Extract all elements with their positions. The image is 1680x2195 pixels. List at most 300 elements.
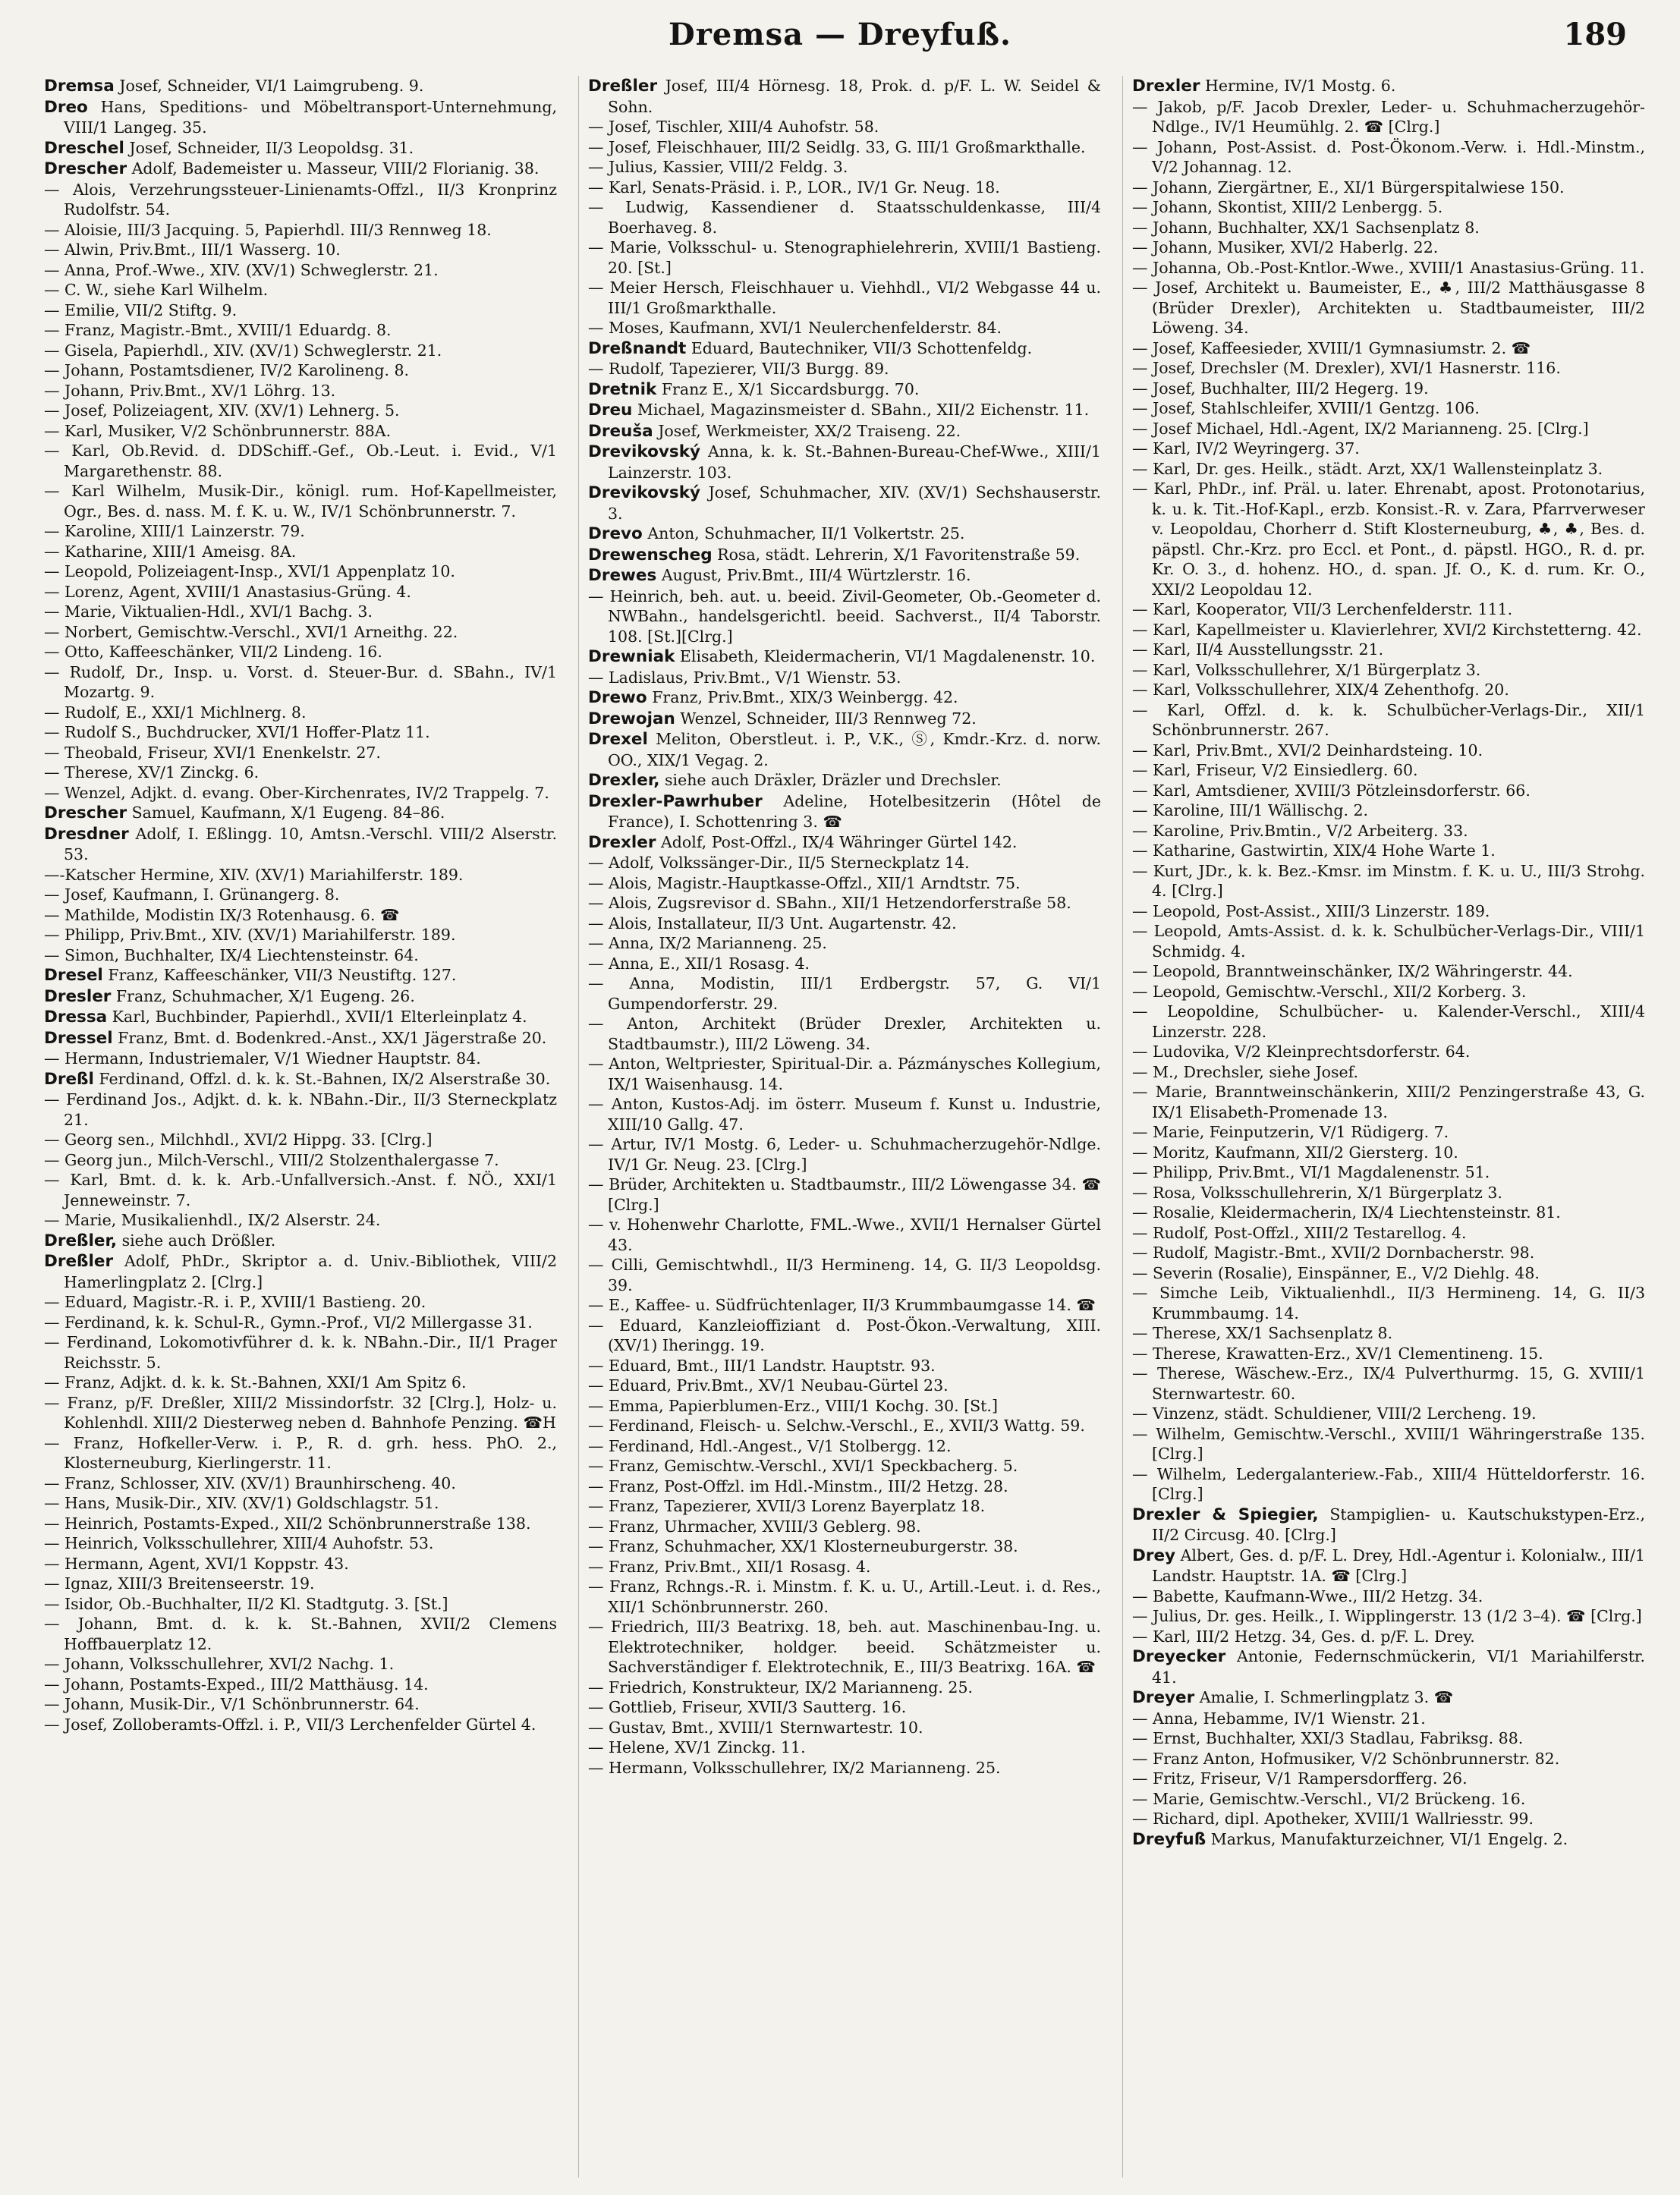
entry-text: — Marie, Viktualien-Hdl., XVI/1 Bachg. 3. xyxy=(44,602,373,621)
directory-entry xyxy=(44,885,557,905)
entry-text: — Babette, Kaufmann-Wwe., III/2 Hetzg. 34. xyxy=(1132,1587,1483,1605)
entry-text: Franz, Priv.Bmt., XIX/3 Weinbergg. 42. xyxy=(652,688,958,706)
entry-text: — Rudolf, Tapezierer, VII/3 Burgg. 89. xyxy=(588,360,889,378)
directory-entry xyxy=(1132,982,1645,1002)
entry-text: — Johann, Postamtsdiener, IV/2 Karolineng. 8. xyxy=(44,361,410,379)
entry-text: — Hermann, Agent, XVI/1 Koppstr. 43. xyxy=(44,1554,349,1573)
entry-text: — C. W., siehe Karl Wilhelm. xyxy=(44,281,269,299)
directory-entry xyxy=(44,138,557,159)
directory-entry xyxy=(1132,781,1645,801)
directory-entry xyxy=(44,180,557,220)
entry-text: — Karl, III/2 Hetzg. 34, Ges. d. p/F. L. Drey. xyxy=(1132,1627,1475,1646)
entry-text: — Josef, Fleischhauer, III/2 Seidlg. 33, G. III/1 Großmarkthalle. xyxy=(588,137,1086,156)
directory-entry xyxy=(44,582,557,602)
entry-text: — Moritz, Kaufmann, XII/2 Giersterg. 10. xyxy=(1132,1143,1458,1162)
entry-text: — Artur, IV/1 Mostg. 6, Leder- u. Schuhmacherzugehör-Ndlge. IV/1 Gr. Neug. 23. [Clrg.] xyxy=(588,1135,1101,1174)
page-title: Dremsa — Dreyfuß. xyxy=(669,17,1011,52)
entry-text: — Ferdinand, Hdl.-Angest., V/1 Stolbergg. 12. xyxy=(588,1436,952,1455)
directory-entry xyxy=(1132,398,1645,419)
directory-entry xyxy=(1132,379,1645,399)
directory-entry xyxy=(44,965,557,986)
directory-entry xyxy=(588,117,1101,137)
directory-entry xyxy=(44,280,557,300)
entry-text: — Brüder, Architekten u. Stadtbaumstr., III/2 Löwengasse 34. ☎ [Clrg.] xyxy=(588,1175,1101,1214)
entry-text: — Aloisie, III/3 Jacquing. 5, Papierhdl. III/3 Rennweg 18. xyxy=(44,220,492,239)
directory-entry xyxy=(1132,1728,1645,1749)
directory-entry xyxy=(1132,821,1645,841)
directory-entry xyxy=(44,481,557,521)
directory-entry xyxy=(44,1210,557,1231)
directory-entry xyxy=(588,379,1101,401)
entry-text: — Eduard, Priv.Bmt., XV/1 Neubau-Gürtel 23. xyxy=(588,1376,949,1395)
directory-entry xyxy=(588,791,1101,832)
entry-text: — Karl, PhDr., inf. Präl. u. later. Ehrenabt, apost. Protonotarius, k. u. k. Tit.-Hof-Kapl., erzb. Konsist.-R. v. Zara, Pfarrverweser v. Leopoldau, Chorherr d. Stift Klosterneuburg, ♣, ♣, Bes. d. päpstl. Chr.-Krz. pro Eccl. et Pont., d. päpstl. HGO., R. d. pr. Kr. O. 3., d. hohenz. HO., d. span. Jf. O., K. d. rum. Kr. O., XXI/2 Leopoldau 12. xyxy=(1132,480,1645,599)
directory-entry xyxy=(588,1758,1101,1778)
entry-text: — Anna, E., XII/1 Rosasg. 4. xyxy=(588,954,810,973)
directory-entry xyxy=(588,973,1101,1014)
entry-text: — Jakob, p/F. Jacob Drexler, Leder- u. Schuhmacherzugehör-Ndlge., IV/1 Heumühlg. 2. ☎ [Clrg.] xyxy=(1132,97,1645,136)
directory-entry xyxy=(588,1014,1101,1054)
entry-text: — Marie, Musikalienhdl., IX/2 Alserstr. 24. xyxy=(44,1211,381,1229)
directory-entry xyxy=(1132,680,1645,700)
entry-surname: Dreschel xyxy=(44,138,124,158)
entry-text: — Anna, IX/2 Marianneng. 25. xyxy=(588,934,827,952)
directory-entry xyxy=(588,1295,1101,1316)
directory-entry xyxy=(1132,1606,1645,1627)
entry-surname: Dreo xyxy=(44,97,88,117)
entry-text: — Leopoldine, Schulbücher- u. Kalender-Verschl., XIII/4 Linzerstr. 228. xyxy=(1132,1002,1645,1041)
directory-entry xyxy=(44,1715,557,1735)
directory-entry xyxy=(588,832,1101,854)
directory-entry xyxy=(1132,1809,1645,1829)
entry-text: — Isidor, Ob.-Buchhalter, II/2 Kl. Stadtgutg. 3. [St.] xyxy=(44,1594,448,1613)
directory-entry xyxy=(1132,620,1645,640)
directory-entry xyxy=(1132,1505,1645,1546)
entry-text: — Karl Wilhelm, Musik-Dir., königl. rum. Hof-Kapellmeister, Ogr., Bes. d. nass. M. f. K. u. W., IV/1 Schönbrunnerstr. 7. xyxy=(44,482,557,520)
entry-text: siehe auch Dräxler, Dräzler und Drechsler. xyxy=(665,771,1002,789)
page-number: 189 xyxy=(1563,17,1627,52)
entry-text: Adolf, I. Eßlingg. 10, Amtsn.-Verschl. VIII/2 Alserstr. 53. xyxy=(64,824,557,863)
directory-entry xyxy=(1132,1263,1645,1284)
directory-entry xyxy=(588,237,1101,278)
directory-entry xyxy=(588,178,1101,198)
entry-text: — Philipp, Priv.Bmt., XIV. (XV/1) Mariahilferstr. 189. xyxy=(44,926,456,944)
directory-entry xyxy=(1132,961,1645,982)
entry-text: Hans, Speditions- und Möbeltransport-Unternehmung, VIII/1 Langeg. 35. xyxy=(64,97,557,137)
entry-text: — Johann, Buchhalter, XX/1 Sachsenplatz 8. xyxy=(1132,218,1480,237)
entry-text: — Emilie, VII/2 Stiftg. 9. xyxy=(44,300,238,319)
entry-text: siehe auch Drößler. xyxy=(121,1231,276,1250)
entry-text: — Eduard, Kanzleioffiziant d. Post-Ökon.-Verwaltung, XIII. (XV/1) Iheringg. 19. xyxy=(588,1316,1101,1354)
directory-entry xyxy=(1132,1002,1645,1042)
column-2 xyxy=(578,76,1101,2178)
directory-entry xyxy=(44,865,557,885)
entry-text: — Wilhelm, Gemischtw.-Verschl., XVIII/1 Währingerstraße 135. [Clrg.] xyxy=(1132,1424,1645,1463)
directory-entry xyxy=(588,338,1101,360)
directory-entry xyxy=(588,421,1101,442)
directory-entry xyxy=(588,954,1101,974)
directory-entry xyxy=(588,197,1101,237)
directory-entry xyxy=(1132,358,1645,379)
directory-entry xyxy=(44,1614,557,1654)
entry-text: — Franz, Schuhmacher, XX/1 Klosterneuburgerstr. 38. xyxy=(588,1537,1018,1555)
directory-entry xyxy=(44,542,557,562)
entry-text: Franz, Kaffeeschänker, VII/3 Neustiftg. 127. xyxy=(108,966,457,984)
entry-text: — Helene, XV/1 Zinckg. 11. xyxy=(588,1738,806,1756)
entry-text: — Josef, Stahlschleifer, XVIII/1 Gentzg. 106. xyxy=(1132,399,1480,417)
entry-surname: Dreyfuß xyxy=(1132,1829,1207,1849)
entry-text: — Franz Anton, Hofmusiker, V/2 Schönbrunnerstr. 82. xyxy=(1132,1749,1560,1768)
directory-entry xyxy=(44,159,557,180)
directory-entry xyxy=(588,1557,1101,1577)
running-head xyxy=(0,17,1680,62)
directory-entry xyxy=(44,1231,557,1252)
directory-entry xyxy=(588,1737,1101,1758)
entry-text: Elisabeth, Kleidermacherin, VI/1 Magdalenenstr. 10. xyxy=(679,647,1096,665)
entry-text: — Simche Leib, Viktualienhdl., II/3 Hermineng. 14, G. II/3 Krummbaumg. 14. xyxy=(1132,1284,1645,1322)
entry-text: — Johann, Skontist, XIII/2 Lenbergg. 5. xyxy=(1132,198,1443,216)
entry-text: — Vinzenz, städt. Schuldiener, VIII/2 Lercheng. 19. xyxy=(1132,1404,1537,1423)
entry-text: — Franz, Gemischtw.-Verschl., XVI/1 Speckbacherg. 5. xyxy=(588,1457,1018,1475)
directory-entry xyxy=(44,401,557,421)
directory-entry xyxy=(588,1577,1101,1617)
directory-entry xyxy=(588,400,1101,421)
entry-text: — Therese, XX/1 Sachsenplatz 8. xyxy=(1132,1324,1393,1342)
entry-text: — Karl, Bmt. d. k. k. Arb.-Unfallversich.-Anst. f. NÖ., XXI/1 Jenneweinstr. 7. xyxy=(44,1171,557,1209)
entry-text: — Karoline, XIII/1 Lainzerstr. 79. xyxy=(44,522,305,540)
directory-entry xyxy=(44,360,557,381)
entry-text: — Philipp, Priv.Bmt., VI/1 Magdalenenstr. 51. xyxy=(1132,1163,1490,1181)
entry-text: — Leopold, Post-Assist., XIII/3 Linzerstr. 189. xyxy=(1132,901,1490,920)
directory-entry xyxy=(44,722,557,743)
entry-text: Josef, Schneider, II/3 Leopoldsg. 31. xyxy=(129,138,414,157)
entry-text: — Franz, Post-Offzl. im Hdl.-Minstm., III/2 Hetzg. 28. xyxy=(588,1476,1008,1495)
directory-entry xyxy=(1132,1203,1645,1223)
directory-entry xyxy=(588,524,1101,545)
directory-entry xyxy=(588,770,1101,791)
directory-entry xyxy=(1132,1749,1645,1769)
entry-text: — Ferdinand, Lokomotivführer d. k. k. NBahn.-Dir., II/1 Prager Reichsstr. 5. xyxy=(44,1333,557,1372)
entry-text: — Mathilde, Modistin IX/3 Rotenhausg. 6. ☎ xyxy=(44,905,400,924)
directory-entry xyxy=(1132,1283,1645,1323)
entry-text: — Alois, Verzehrungssteuer-Linienamts-Offzl., II/3 Kronprinz Rudolfstr. 54. xyxy=(44,180,557,219)
entry-surname: Dreßl xyxy=(44,1069,94,1089)
directory-entry xyxy=(44,1069,557,1090)
directory-entry xyxy=(1132,97,1645,137)
entry-text: — Karl, Kooperator, VII/3 Lerchenfelderstr. 111. xyxy=(1132,600,1513,618)
entry-text: — Therese, Wäschew.-Erz., IX/4 Pulverthurmg. 15, G. XVIII/1 Sternwartestr. 60. xyxy=(1132,1364,1645,1403)
directory-entry xyxy=(1132,1464,1645,1505)
directory-entry xyxy=(44,521,557,542)
directory-entry xyxy=(44,905,557,926)
entry-text: — E., Kaffee- u. Südfrüchtenlager, II/3 Krummbaumgasse 14. ☎ xyxy=(588,1296,1096,1314)
entry-text: — Karoline, Priv.Bmtin., V/2 Arbeiterg. 33. xyxy=(1132,821,1468,840)
entry-text: — Anna, Hebamme, IV/1 Wienstr. 21. xyxy=(1132,1709,1426,1728)
directory-entry xyxy=(44,1533,557,1554)
directory-entry xyxy=(1132,1082,1645,1122)
entry-text: Adolf, PhDr., Skriptor a. d. Univ.-Bibliothek, VIII/2 Hamerlingplatz 2. [Clrg.] xyxy=(64,1252,557,1291)
entry-text: — Wilhelm, Ledergalanteriew.-Fab., XIII/4 Hütteldorferstr. 16. [Clrg.] xyxy=(1132,1464,1645,1503)
entry-text: August, Priv.Bmt., III/4 Würtzlerstr. 16. xyxy=(661,566,971,584)
entry-text: Antonie, Federnschmückerin, VI/1 Mariahilferstr. 41. xyxy=(1152,1647,1645,1687)
entry-text: — Karl, Dr. ges. Heilk., städt. Arzt, XX/1 Wallensteinplatz 3. xyxy=(1132,459,1603,478)
entry-text: — Kurt, JDr., k. k. Bez.-Kmsr. im Minstm. f. K. u. U., III/3 Strohg. 4. [Clrg.] xyxy=(1132,861,1645,900)
entry-text: — Franz, p/F. Dreßler, XIII/2 Missindorfstr. 32 [Clrg.], Holz- u. Kohlenhdl. XIII/2 Diesterweg neben d. Bahnhofe Penzing. ☎H xyxy=(44,1393,557,1432)
entry-surname: Dreu xyxy=(588,401,633,420)
entry-text: — Karl, II/4 Ausstellungsstr. 21. xyxy=(1132,640,1384,659)
directory-entry xyxy=(44,986,557,1008)
entry-text: — Leopold, Gemischtw.-Verschl., XII/2 Korberg. 3. xyxy=(1132,982,1527,1001)
directory-entry xyxy=(44,300,557,321)
directory-entry xyxy=(44,1493,557,1514)
entry-text: — Katharine, XIII/1 Ameisg. 8A. xyxy=(44,542,297,561)
entry-text: — Rudolf, Dr., Insp. u. Vorst. d. Steuer-Bur. d. SBahn., IV/1 Mozartg. 9. xyxy=(44,662,557,701)
directory-entry xyxy=(588,1215,1101,1255)
entry-text: Adolf, Bademeister u. Masseur, VIII/2 Florianig. 38. xyxy=(131,159,540,178)
directory-entry xyxy=(588,565,1101,586)
entry-text: — Alois, Zugsrevisor d. SBahn., XII/1 Hetzendorferstraße 58. xyxy=(588,894,1071,912)
directory-entry xyxy=(588,1396,1101,1417)
column-1 xyxy=(44,76,557,2178)
entry-text: — Alois, Installateur, II/3 Unt. Augartenstr. 42. xyxy=(588,914,957,932)
entry-text: — Johann, Priv.Bmt., XV/1 Löhrg. 13. xyxy=(44,381,336,400)
entry-surname: Dreuša xyxy=(588,421,653,441)
directory-entry xyxy=(1132,1424,1645,1464)
directory-entry xyxy=(588,76,1101,117)
directory-entry xyxy=(44,1170,557,1210)
directory-entry xyxy=(1132,1162,1645,1183)
entry-text: — Ferdinand, k. k. Schul-R., Gymn.-Prof., VI/2 Millergasse 31. xyxy=(44,1313,533,1332)
directory-entry xyxy=(588,687,1101,709)
entry-text: — Gottlieb, Friseur, XVII/3 Sautterg. 16. xyxy=(588,1698,907,1716)
entry-text: Albert, Ges. d. p/F. L. Drey, Hdl.-Agentur i. Kolonialw., III/1 Landstr. Hauptstr. 1A. ☎ [Clrg.] xyxy=(1152,1546,1645,1585)
entry-text: — Therese, Krawatten-Erz., XV/1 Clementineng. 15. xyxy=(1132,1344,1543,1363)
directory-entry xyxy=(44,320,557,341)
directory-entry xyxy=(44,1292,557,1313)
entry-text: Franz, Bmt. d. Bodenkred.-Anst., XX/1 Jägerstraße 20. xyxy=(118,1028,547,1047)
entry-surname: Drexel xyxy=(588,730,648,749)
entry-text: — Franz, Magistr.-Bmt., XVIII/1 Eduardg. 8. xyxy=(44,321,392,339)
directory-entry xyxy=(588,1476,1101,1497)
directory-entry xyxy=(44,441,557,481)
entry-surname: Drewojan xyxy=(588,709,675,728)
entry-text: — Josef, Kaffeesieder, XVIII/1 Gymnasiumstr. 2. ☎ xyxy=(1132,338,1531,357)
entry-surname: Drevo xyxy=(588,524,643,543)
entry-text: Hermine, IV/1 Mostg. 6. xyxy=(1205,77,1396,95)
entry-text: — Johanna, Ob.-Post-Kntlor.-Wwe., XVIII/1 Anastasius-Grüng. 11. xyxy=(1132,258,1645,277)
entry-text: Josef, Schuhmacher, XIV. (XV/1) Sechshauserstr. 3. xyxy=(608,483,1101,523)
entry-text: — Julius, Dr. ges. Heilk., I. Wipplingerstr. 13 (1/2 3–4). ☎ [Clrg.] xyxy=(1132,1607,1642,1625)
entry-text: — Johann, Postamts-Exped., III/2 Matthäusg. 14. xyxy=(44,1675,429,1693)
entry-text: — Fritz, Friseur, V/1 Rampersdorfferg. 26. xyxy=(1132,1769,1468,1788)
directory-entry xyxy=(588,853,1101,873)
entry-text: — Anna, Prof.-Wwe., XIV. (XV/1) Schweglerstr. 21. xyxy=(44,260,439,279)
entry-text: Franz E., X/1 Siccardsburgg. 70. xyxy=(661,379,920,398)
directory-entry xyxy=(44,1594,557,1615)
directory-entry xyxy=(44,1090,557,1130)
entry-text: — Karl, Volksschullehrer, X/1 Bürgerplatz 3. xyxy=(1132,660,1481,679)
directory-entry xyxy=(1132,1062,1645,1083)
directory-entry xyxy=(588,483,1101,524)
entry-text: — Karl, Kapellmeister u. Klavierlehrer, XVI/2 Kirchstetterng. 42. xyxy=(1132,620,1642,639)
entry-surname: Drey xyxy=(1132,1546,1176,1565)
entry-text: — Therese, XV/1 Zinckg. 6. xyxy=(44,763,260,781)
directory-entry xyxy=(588,1536,1101,1557)
entry-surname: Drexler-Pawrhuber xyxy=(588,791,763,811)
directory-entry xyxy=(44,925,557,945)
directory-entry xyxy=(1132,338,1645,359)
directory-entry xyxy=(44,1049,557,1069)
directory-entry xyxy=(44,662,557,703)
directory-entry xyxy=(588,1718,1101,1738)
entry-text: — Josef, Architekt u. Baumeister, E., ♣, III/2 Matthäusgasse 8 (Brüder Drexler), Architekten u. Stadtbaumeister, III/2 Löweng. 34. xyxy=(1132,278,1645,337)
directory-entry xyxy=(1132,1769,1645,1789)
entry-text: — Hans, Musik-Dir., XIV. (XV/1) Goldschlagstr. 51. xyxy=(44,1494,439,1512)
directory-entry xyxy=(44,783,557,803)
directory-entry xyxy=(44,824,557,865)
directory-entry xyxy=(1132,841,1645,861)
directory-entry xyxy=(588,1496,1101,1517)
entry-text: — Karl, Volksschullehrer, XIX/4 Zehenthofg. 20. xyxy=(1132,681,1509,699)
directory-entry xyxy=(588,1517,1101,1537)
entry-text: — Johann, Post-Assist. d. Post-Ökonom.-Verw. i. Hdl.-Minstm., V/2 Johannag. 12. xyxy=(1132,137,1645,176)
directory-entry xyxy=(588,709,1101,730)
directory-entry xyxy=(588,359,1101,379)
entry-surname: Drevikovský xyxy=(588,442,701,461)
directory-entry xyxy=(1132,439,1645,459)
entry-text: — Rudolf S., Buchdrucker, XVI/1 Hoffer-Platz 11. xyxy=(44,723,430,741)
entry-surname: Dresler xyxy=(44,986,112,1006)
directory-entry xyxy=(588,893,1101,914)
directory-entry xyxy=(44,1373,557,1393)
directory-entry xyxy=(588,1416,1101,1436)
entry-text: Josef, Schneider, VI/1 Laimgrubeng. 9. xyxy=(119,77,424,95)
directory-entry xyxy=(44,1130,557,1150)
entry-text: — Karl, Musiker, V/2 Schönbrunnerstr. 88A. xyxy=(44,421,392,440)
directory-entry xyxy=(1132,1363,1645,1404)
entry-text: — Josef Michael, Hdl.-Agent, IX/2 Marianneng. 25. [Clrg.] xyxy=(1132,419,1589,438)
directory-entry xyxy=(588,1316,1101,1356)
directory-entry xyxy=(588,646,1101,668)
entry-text: — Heinrich, Postamts-Exped., XII/2 Schönbrunnerstraße 138. xyxy=(44,1514,531,1533)
entry-text: — M., Drechsler, siehe Josef. xyxy=(1132,1062,1359,1081)
directory-entry xyxy=(1132,1789,1645,1810)
entry-text: — Friedrich, Konstrukteur, IX/2 Marianneng. 25. xyxy=(588,1678,974,1697)
entry-text: Meliton, Oberstleut. i. P., V.K., Ⓢ, Kmdr.-Krz. d. norw. OO., XIX/1 Vegag. 2. xyxy=(608,730,1101,769)
entry-text: — Ferdinand, Fleisch- u. Selchw.-Verschl., E., XVII/3 Wattg. 59. xyxy=(588,1417,1085,1435)
directory-entry xyxy=(588,137,1101,158)
directory-entry xyxy=(44,703,557,723)
entry-text: — Anton, Architekt (Brüder Drexler, Architekten u. Stadtbaumstr.), III/2 Löweng. 34. xyxy=(588,1014,1101,1053)
directory-entry xyxy=(588,1376,1101,1396)
entry-text: — Leopold, Branntweinschänker, IX/2 Währingerstr. 44. xyxy=(1132,962,1573,980)
directory-entry xyxy=(44,1554,557,1574)
entry-text: — Johann, Volksschullehrer, XVI/2 Nachg. 1. xyxy=(44,1655,395,1673)
directory-entry xyxy=(1132,1223,1645,1244)
directory-entry xyxy=(44,1574,557,1594)
column-3 xyxy=(1122,76,1645,2178)
entry-text: — Gisela, Papierhdl., XIV. (XV/1) Schweglerstr. 21. xyxy=(44,341,442,360)
directory-entry xyxy=(588,1094,1101,1134)
directory-entry xyxy=(1132,1546,1645,1587)
entry-text: Amalie, I. Schmerlingplatz 3. ☎ xyxy=(1199,1688,1454,1706)
entry-text: Josef, III/4 Hörnesg. 18, Prok. d. p/F. L. W. Seidel & Sohn. xyxy=(608,77,1101,116)
entry-surname: Dreßler, xyxy=(44,1231,118,1250)
directory-entry xyxy=(588,157,1101,178)
directory-entry xyxy=(588,1134,1101,1175)
entry-text: — Josef, Kaufmann, I. Grünangerg. 8. xyxy=(44,885,340,904)
entry-text: — Simon, Buchhalter, IX/4 Liechtensteinstr. 64. xyxy=(44,945,419,964)
entry-text: Wenzel, Schneider, III/3 Rennweg 72. xyxy=(680,709,977,728)
entry-text: — Marie, Feinputzerin, V/1 Rüdigerg. 7. xyxy=(1132,1123,1449,1141)
entry-text: — Ladislaus, Priv.Bmt., V/1 Wienstr. 53. xyxy=(588,668,901,687)
directory-entry xyxy=(1132,1404,1645,1424)
entry-text: — Emma, Papierblumen-Erz., VIII/1 Kochg. 30. [St.] xyxy=(588,1396,998,1415)
entry-surname: Dreyecker xyxy=(1132,1647,1226,1666)
directory-entry xyxy=(1132,459,1645,480)
entry-text: — Cilli, Gemischtwhdl., II/3 Hermineng. 14, G. II/3 Leopoldsg. 39. xyxy=(588,1256,1101,1294)
directory-entry xyxy=(44,1393,557,1433)
directory-entry xyxy=(44,743,557,763)
entry-text: — Marie, Branntweinschänkerin, XIII/2 Penzingerstraße 43, G. IX/1 Elisabeth-Promenade 13. xyxy=(1132,1083,1645,1121)
entry-text: Karl, Buchbinder, Papierhdl., XVII/1 Elterleinplatz 4. xyxy=(112,1008,527,1026)
directory-entry xyxy=(44,421,557,442)
directory-entry xyxy=(44,1007,557,1028)
directory-entry xyxy=(588,1356,1101,1376)
directory-entry xyxy=(44,1675,557,1695)
directory-entry xyxy=(44,381,557,401)
directory-entry xyxy=(588,545,1101,566)
entry-text: — Josef, Buchhalter, III/2 Hegerg. 19. xyxy=(1132,379,1429,398)
entry-text: — Eduard, Bmt., III/1 Landstr. Hauptstr. 93. xyxy=(588,1356,936,1375)
directory-entry xyxy=(44,763,557,783)
entry-text: — v. Hohenwehr Charlotte, FML.-Wwe., XVII/1 Hernalser Gürtel 43. xyxy=(588,1215,1101,1254)
directory-entry xyxy=(588,1175,1101,1215)
entry-text: — Josef, Zolloberamts-Offzl. i. P., VII/3 Lerchenfelder Gürtel 4. xyxy=(44,1715,536,1734)
entry-text: — Lorenz, Agent, XVIII/1 Anastasius-Grüng. 4. xyxy=(44,582,411,601)
entry-text: — Ernst, Buchhalter, XXI/3 Stadlau, Fabriksg. 88. xyxy=(1132,1729,1524,1747)
directory-entry xyxy=(588,1617,1101,1678)
entry-text: Franz, Schuhmacher, X/1 Eugeng. 26. xyxy=(115,986,415,1005)
entry-text: — Rosalie, Kleidermacherin, IX/4 Liechtensteinstr. 81. xyxy=(1132,1203,1561,1222)
directory-entry xyxy=(1132,640,1645,660)
directory-entry xyxy=(44,1654,557,1675)
directory-entry xyxy=(588,914,1101,934)
directory-entry xyxy=(1132,178,1645,198)
entry-surname: Drescher xyxy=(44,803,127,822)
entry-surname: Dretnik xyxy=(588,379,657,399)
entry-text: — Theobald, Friseur, XVI/1 Enenkelstr. 27. xyxy=(44,743,381,762)
directory-entry xyxy=(1132,1042,1645,1062)
entry-text: — Georg jun., Milch-Verschl., VIII/2 Stolzenthalergasse 7. xyxy=(44,1150,499,1169)
entry-text: — Anton, Weltpriester, Spiritual-Dir. a. Pázmánysches Kollegium, IX/1 Waisenhausg. 14. xyxy=(588,1055,1101,1093)
directory-entry xyxy=(44,1694,557,1715)
directory-entry xyxy=(44,1433,557,1473)
entry-text: — Karl, Amtsdiener, XVIII/3 Pötzleinsdorferstr. 66. xyxy=(1132,781,1531,800)
entry-text: — Richard, dipl. Apotheker, XVIII/1 Wallriesstr. 99. xyxy=(1132,1810,1534,1828)
directory-entry xyxy=(588,278,1101,318)
directory-entry xyxy=(44,622,557,643)
entry-surname: Drewes xyxy=(588,566,657,585)
entry-text: — Rosa, Volksschullehrerin, X/1 Bürgerplatz 3. xyxy=(1132,1183,1502,1202)
entry-text: — Anton, Kustos-Adj. im österr. Museum f. Kunst u. Industrie, XIII/10 Gallg. 47. xyxy=(588,1095,1101,1134)
directory-entry xyxy=(588,933,1101,954)
entry-text: — Ignaz, XIII/3 Breitenseerstr. 19. xyxy=(44,1574,315,1593)
entry-text: — Adolf, Volkssänger-Dir., II/5 Sterneckplatz 14. xyxy=(588,854,970,872)
entry-surname: Drexler, xyxy=(588,771,660,790)
entry-text: Rosa, städt. Lehrerin, X/1 Favoritenstraße 59. xyxy=(717,545,1081,564)
directory-entry xyxy=(588,442,1101,483)
